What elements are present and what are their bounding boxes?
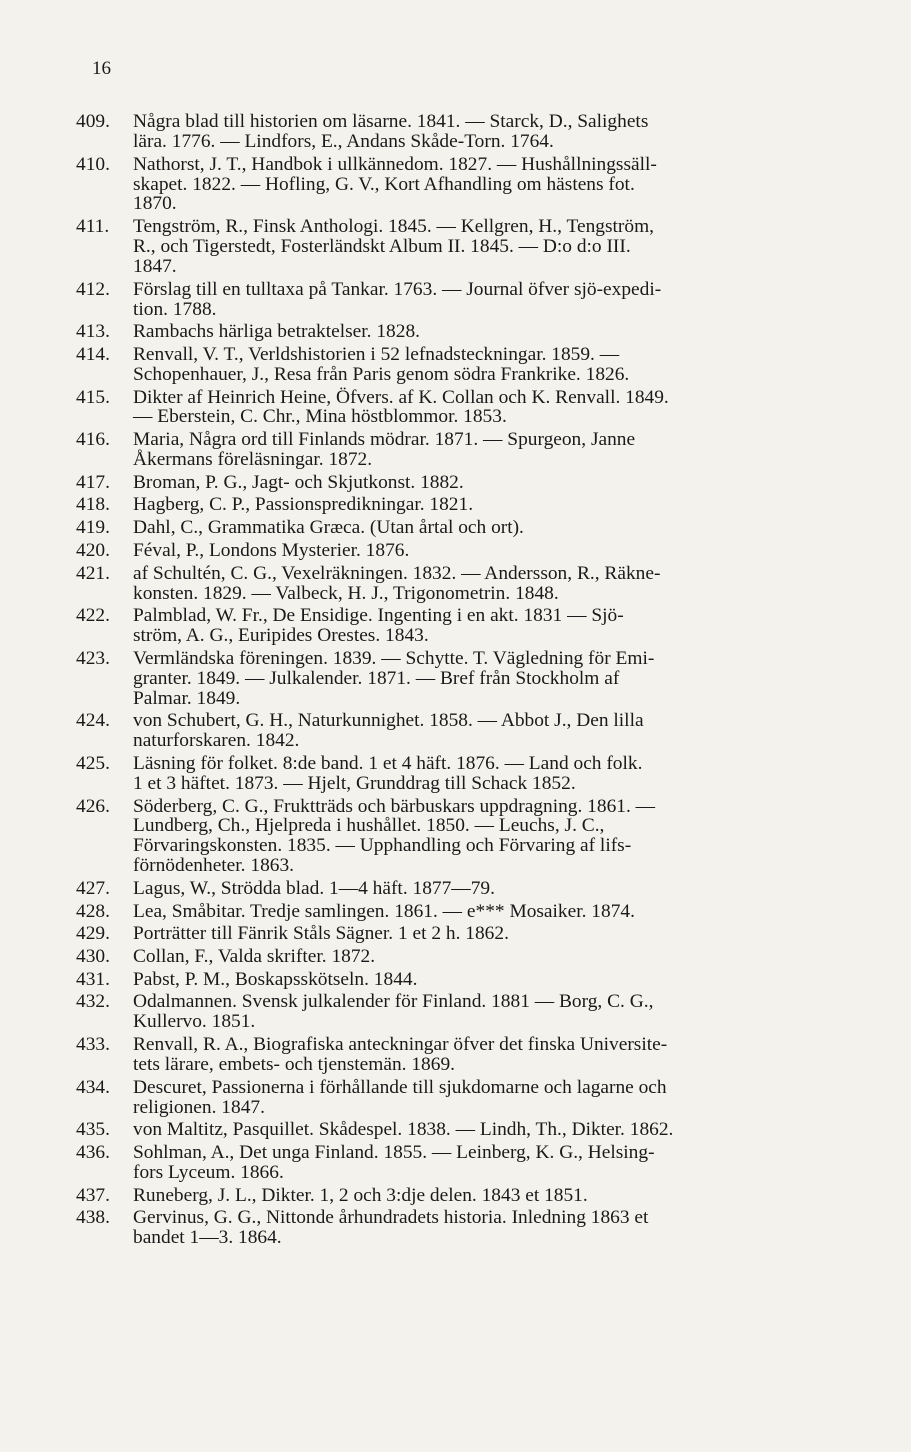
entry-line: — Eberstein, C. Chr., Mina höstblommor. 1853. [133,406,507,428]
entry-number: 427. [76,877,110,899]
entry-line: Söderberg, C. G., Fruktträds och bärbuskars uppdragning. 1861. — [133,795,656,817]
entry-line: Vermländska föreningen. 1839. — Schytte. T. Vägledning för Emi- [133,647,655,669]
entry-line: Descuret, Passionerna i förhållande till sjukdomarne och lagarne och [133,1076,667,1098]
entry-line: Palmar. 1849. [133,687,241,709]
entry-text [133,388,896,428]
entry-text [133,217,896,277]
catalog-entry [76,924,896,944]
entry-number: 429. [76,923,110,945]
entry-text [133,1208,896,1248]
entry-line: Förvaringskonsten. 1835. — Upphandling och Förvaring af lifs- [133,835,632,857]
catalog-entry [76,1143,896,1183]
entry-line: Sohlman, A., Det unga Finland. 1855. — Leinberg, K. G., Helsing- [133,1142,655,1164]
entry-text [133,1078,896,1118]
entry-text [133,754,896,794]
entry-line: Porträtter till Fänrik Ståls Sägner. 1 et 2 h. 1862. [133,923,509,945]
entry-number: 431. [76,968,110,990]
entry-line: granter. 1849. — Julkalender. 1871. — Bref från Stockholm af [133,667,620,689]
catalog-entry [76,947,896,967]
entry-text [133,1143,896,1183]
entry-number: 414. [76,343,110,365]
catalog-entry [76,1078,896,1118]
entry-text [133,902,896,922]
catalog-entry [76,430,896,470]
entry-number: 421. [76,562,110,584]
entry-number: 430. [76,946,110,968]
entry-number: 417. [76,471,110,493]
catalog-entry [76,992,896,1032]
catalog-entry [76,495,896,515]
entry-line: Hagberg, C. P., Passionspredikningar. 1821. [133,494,474,516]
catalog-entry [76,322,896,342]
catalog-entry [76,1186,896,1206]
entry-line: Lagus, W., Strödda blad. 1—4 häft. 1877—79. [133,877,495,899]
entry-number: 423. [76,647,110,669]
entry-text [133,112,896,152]
entry-text [133,970,896,990]
entry-line: Renvall, R. A., Biografiska anteckningar öfver det finska Universite- [133,1034,668,1056]
catalog-entry [76,797,896,877]
catalog-entry [76,345,896,385]
entry-number: 413. [76,321,110,343]
entry-line: von Schubert, G. H., Naturkunnighet. 1858. — Abbot J., Den lilla [133,710,644,732]
entry-text [133,280,896,320]
entry-text [133,879,896,899]
catalog-entry [76,564,896,604]
entry-number: 428. [76,900,110,922]
catalog-entry [76,541,896,561]
entry-number: 434. [76,1076,110,1098]
entry-text [133,947,896,967]
entry-line: Några blad till historien om läsarne. 1841. — Starck, D., Salighets [133,111,649,132]
catalog-entry [76,473,896,493]
catalog-entry [76,518,896,538]
entry-number: 437. [76,1184,110,1206]
catalog-entry [76,155,896,215]
entry-line: 1 et 3 häftet. 1873. — Hjelt, Grunddrag till Schack 1852. [133,772,576,794]
catalog-entry [76,649,896,709]
entry-number: 425. [76,752,110,774]
entry-line: Schopenhauer, J., Resa från Paris genom södra Frankrike. 1826. [133,363,630,385]
entry-number: 422. [76,605,110,627]
entry-number: 435. [76,1119,110,1141]
entry-line: förnödenheter. 1863. [133,855,295,877]
catalog-entry [76,711,896,751]
entry-number: 419. [76,517,110,539]
entry-number: 418. [76,494,110,516]
entry-text [133,564,896,604]
entry-line: R., och Tigerstedt, Fosterländskt Album II. 1845. — D:o d:o III. [133,236,631,258]
entry-line: skapet. 1822. — Hofling, G. V., Kort Afhandling om hästens fot. [133,173,635,195]
entry-number: 412. [76,278,110,300]
catalog-entry [76,879,896,899]
entry-text [133,711,896,751]
entry-line: Nathorst, J. T., Handbok i ullkännedom. 1827. — Hushållningssäll- [133,153,657,175]
catalog-entry [76,112,896,152]
entry-number: 438. [76,1207,110,1229]
entry-number: 416. [76,429,110,451]
entry-text [133,518,896,538]
entry-text [133,345,896,385]
entry-line: religionen. 1847. [133,1096,265,1118]
entry-line: Féval, P., Londons Mysterier. 1876. [133,539,410,561]
entry-line: ström, A. G., Euripides Orestes. 1843. [133,625,429,647]
entry-line: Förslag till en tulltaxa på Tankar. 1763. — Journal öfver sjö-expedi- [133,278,662,300]
entry-line: Tengström, R., Finsk Anthologi. 1845. — Kellgren, H., Tengström, [133,216,654,238]
entry-number: 420. [76,539,110,561]
entry-line: Gervinus, G. G., Nittonde århundradets historia. Inledning 1863 et [133,1207,649,1229]
entry-text [133,322,896,342]
catalog-entry [76,1035,896,1075]
entry-text [133,797,896,877]
entry-line: Läsning för folket. 8:de band. 1 et 4 häft. 1876. — Land och folk. [133,752,643,774]
entry-line: Renvall, V. T., Verldshistorien i 52 lefnadsteckningar. 1859. — [133,343,620,365]
entry-text [133,1035,896,1075]
entry-number: 424. [76,710,110,732]
catalog-entry [76,217,896,277]
entry-line: Lea, Småbitar. Tredje samlingen. 1861. — e*** Mosaiker. 1874. [133,900,635,922]
entry-line: Rambachs härliga betraktelser. 1828. [133,321,420,343]
entry-text [133,430,896,470]
entry-text [133,606,896,646]
entry-line: fors Lyceum. 1866. [133,1161,284,1183]
catalog-entry [76,1120,896,1140]
entry-number: 409. [76,111,110,132]
entry-line: Åkermans föreläsningar. 1872. [133,449,373,471]
entry-number: 436. [76,1142,110,1164]
entry-number: 426. [76,795,110,817]
entry-text [133,541,896,561]
entry-line: Kullervo. 1851. [133,1011,256,1033]
entry-line: tion. 1788. [133,298,217,320]
entry-line: Odalmannen. Svensk julkalender för Finland. 1881 — Borg, C. G., [133,991,654,1013]
catalog-entry [76,754,896,794]
entry-line: 1870. [133,193,177,215]
entry-text [133,1120,896,1140]
entry-text [133,495,896,515]
entry-text [133,924,896,944]
catalog-entry [76,280,896,320]
entry-line: von Maltitz, Pasquillet. Skådespel. 1838. — Lindh, Th., Dikter. 1862. [133,1119,674,1141]
catalog-entry [76,388,896,428]
entry-line: Palmblad, W. Fr., De Ensidige. Ingenting i en akt. 1831 — Sjö- [133,605,624,627]
entry-line: Dahl, C., Grammatika Græca. (Utan årtal och ort). [133,517,524,539]
catalog-entry [76,606,896,646]
entry-line: Collan, F., Valda skrifter. 1872. [133,946,376,968]
entry-line: naturforskaren. 1842. [133,730,300,752]
entry-text [133,1186,896,1206]
entry-line: 1847. [133,255,177,277]
entry-line: bandet 1—3. 1864. [133,1227,282,1249]
entry-line: Broman, P. G., Jagt- och Skjutkonst. 1882. [133,471,464,493]
page-number: 16 [92,58,111,79]
entry-number: 411. [76,216,110,238]
entry-line: Pabst, P. M., Boskapsskötseln. 1844. [133,968,418,990]
entry-line: tets lärare, embets- och tjenstemän. 1869. [133,1054,455,1075]
entry-line: af Schultén, C. G., Vexelräkningen. 1832. — Andersson, R., Räkne- [133,562,661,584]
catalog-entries [76,112,896,1251]
entry-line: Maria, Några ord till Finlands mödrar. 1871. — Spurgeon, Janne [133,429,636,451]
entry-text [133,155,896,215]
entry-line: Runeberg, J. L., Dikter. 1, 2 och 3:dje delen. 1843 et 1851. [133,1184,588,1206]
entry-text [133,649,896,709]
entry-line: konsten. 1829. — Valbeck, H. J., Trigonometrin. 1848. [133,582,559,604]
entry-number: 415. [76,386,110,408]
entry-number: 410. [76,153,110,175]
entry-number: 433. [76,1034,110,1056]
entry-number: 432. [76,991,110,1013]
catalog-entry [76,902,896,922]
entry-text [133,992,896,1032]
entry-text [133,473,896,493]
entry-line: lära. 1776. — Lindfors, E., Andans Skåde-Torn. 1764. [133,130,554,152]
entry-line: Dikter af Heinrich Heine, Öfvers. af K. Collan och K. Renvall. 1849. [133,386,669,408]
catalog-entry [76,970,896,990]
catalog-entry [76,1208,896,1248]
entry-line: Lundberg, Ch., Hjelpreda i hushållet. 1850. — Leuchs, J. C., [133,815,605,837]
